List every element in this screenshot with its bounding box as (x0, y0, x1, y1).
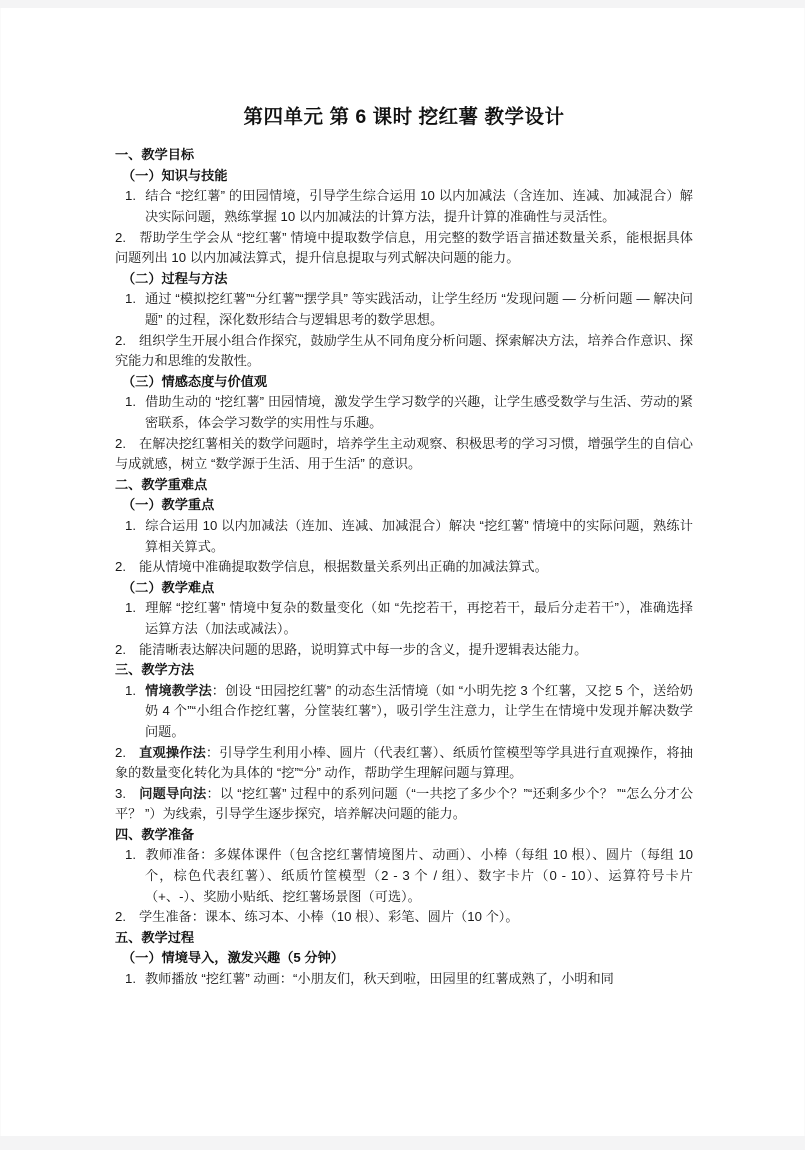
list-item (115, 228, 693, 269)
list-item-text: 借助生动的 “挖红薯” 田园情境，激发学生学习数学的兴趣，让学生感受数学与生活、劳动的紧密联系，体会学习数学的实用性与乐趣。 (145, 394, 693, 431)
list-item (115, 681, 693, 743)
section-heading: 二、教学重难点 (115, 476, 208, 492)
list-item (115, 640, 693, 661)
list-item-number: 1. (125, 682, 136, 698)
list-item-text: 能清晰表达解决问题的思路，说明算式中每一步的含义，提升逻辑表达能力。 (139, 641, 588, 657)
subsection-heading: （一）知识与技能 (122, 167, 228, 183)
list-item-text: 结合 “挖红薯” 的田园情境，引导学生综合运用 10 以内加减法（含连加、连减、加减混合）解决实际问题，熟练掌握 10 以内加减法的计算方法，提升计算的准确性与灵活性。 (145, 188, 693, 225)
list-item-text: ：以 “挖红薯” 过程中的系列问题（“一共挖了多少个？”“还剩多少个？ ”“怎么分才公平？ ”）为线索，引导学生逐步探究，培养解决问题的能力。 (115, 785, 694, 822)
list-item-number: 2. (115, 229, 126, 245)
document-title: 第四单元 第 6 课时 挖红薯 教学设计 (243, 106, 565, 128)
page-top-edge (0, 0, 805, 8)
list-item-number: 1. (125, 394, 136, 410)
subsection-heading: （二）过程与方法 (122, 270, 228, 286)
list-item-number: 1. (125, 600, 136, 616)
list-item (115, 743, 693, 784)
list-item-text: 教师播放 “挖红薯” 动画：“小朋友们，秋天到啦，田园里的红薯成熟了，小明和同 (145, 971, 614, 987)
list-item-number: 1. (125, 291, 136, 307)
list-item-number: 2. (115, 641, 126, 657)
section-heading: 四、教学准备 (115, 826, 195, 842)
list-item (115, 784, 693, 825)
list-item-label: 直观操作法 (139, 744, 206, 760)
list-item-number: 1. (125, 517, 136, 533)
list-item (115, 186, 693, 227)
list-item-text: ：创设 “田园挖红薯” 的动态生活情境（如 “小明先挖 3 个红薯，又挖 5 个，送给奶奶 4 个”“小组合作挖红薯，分筐装红薯”），吸引学生注意力，让学生在情境中发现并解决数学问题。 (145, 682, 693, 739)
list-item-label: 问题导向法 (139, 785, 207, 801)
list-item-text: 理解 “挖红薯” 情境中复杂的数量变化（如 “先挖若干，再挖若干，最后分走若干”），准确选择运算方法（加法或减法）。 (145, 600, 693, 636)
list-item (115, 598, 693, 639)
list-item-label: 情境教学法 (145, 682, 212, 698)
list-item-text: 综合运用 10 以内加减法（连加、连减、加减混合）解决 “挖红薯” 情境中的实际问题，熟练计算相关算式。 (145, 517, 693, 554)
list-item (115, 331, 693, 372)
list-item-text: 帮助学生学会从 “挖红薯” 情境中提取数学信息，用完整的数学语言描述数量关系，能根据具体问题列出 10 以内加减法算式，提升信息提取与列式解决问题的能力。 (115, 229, 693, 266)
list-item-number: 1. (125, 847, 136, 863)
list-item (115, 289, 693, 330)
document-content (115, 8, 693, 990)
page-bottom-edge (0, 1136, 805, 1150)
list-item-number: 2. (115, 332, 126, 348)
list-item-number: 1. (125, 188, 136, 204)
list-item (115, 969, 693, 990)
section-heading: 一、教学目标 (115, 147, 195, 163)
list-item-text: 通过 “模拟挖红薯”“分红薯”“摆学具” 等实践活动，让学生经历 “发现问题 — 分析问题 — 解决问题” 的过程，深化数形结合与逻辑思考的数学思想。 (145, 291, 693, 328)
subsection-heading: （一）教学重点 (122, 497, 215, 513)
list-item (115, 516, 693, 557)
list-item-number: 1. (125, 971, 136, 987)
list-item (115, 392, 693, 433)
section-heading: 五、教学过程 (115, 929, 195, 945)
list-item (115, 557, 693, 578)
list-item (115, 434, 693, 475)
list-item-text: 在解决挖红薯相关的数学问题时，培养学生主动观察、积极思考的学习习惯，增强学生的自信心与成就感，树立 “数学源于生活、用于生活” 的意识。 (115, 435, 693, 472)
list-item-number: 2. (115, 559, 126, 575)
page-left-edge (0, 8, 1, 1136)
subsection-heading: （三）情感态度与价值观 (122, 373, 268, 389)
subsection-heading: （二）教学难点 (122, 579, 215, 595)
list-item-number: 2. (115, 909, 126, 925)
list-item (115, 845, 693, 907)
list-item-text: 学生准备：课本、练习本、小棒（10 根）、彩笔、圆片（10 个）。 (139, 909, 519, 925)
list-item-number: 3. (115, 785, 126, 801)
list-item (115, 907, 693, 928)
list-item-number: 2. (115, 744, 126, 760)
list-item-text: ：引导学生利用小棒、圆片（代表红薯）、纸质竹筐模型等学具进行直观操作，将抽象的数量变化转化为具体的 “挖”“分” 动作，帮助学生理解问题与算理。 (115, 744, 693, 781)
subsection-heading: （一）情境导入，激发兴趣（5 分钟） (122, 950, 344, 966)
list-item-number: 2. (115, 435, 126, 451)
section-heading: 三、教学方法 (115, 662, 195, 678)
list-item-text: 能从情境中准确提取数学信息，根据数量关系列出正确的加减法算式。 (139, 559, 548, 575)
list-item-text: 教师准备：多媒体课件（包含挖红薯情境图片、动画）、小棒（每组 10 根）、圆片（每组 10 个，棕色代表红薯）、纸质竹筐模型（2 - 3 个 / 组）、数字卡片（0 - 10）、运算符号卡片（+、-）、奖励小贴纸、挖红薯场景图（可选）。 (145, 847, 693, 904)
list-item-text: 组织学生开展小组合作探究，鼓励学生从不同角度分析问题、探索解决方法，培养合作意识、探究能力和思维的发散性。 (115, 332, 693, 369)
